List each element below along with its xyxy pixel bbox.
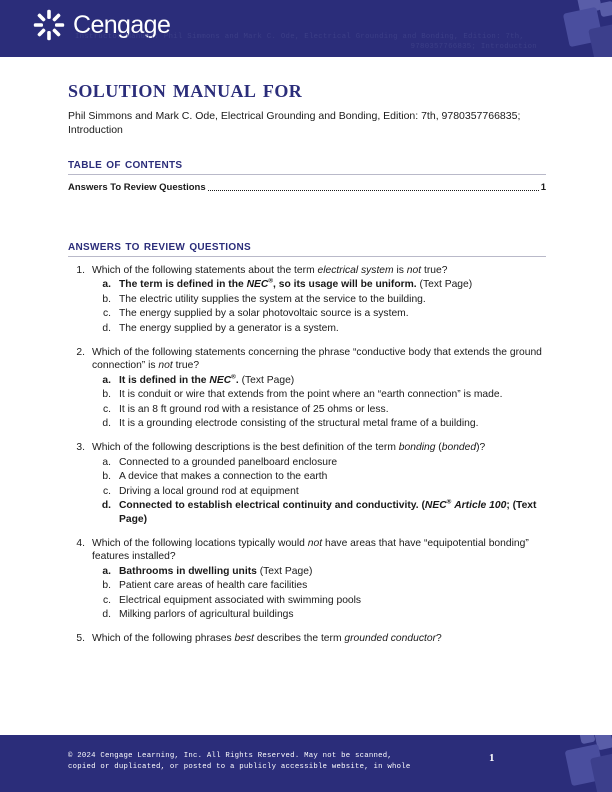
question-list xyxy=(68,264,546,646)
option-text: Electrical equipment associated with swimming pools xyxy=(119,594,362,606)
footer-copyright-line-1: © 2024 Cengage Learning, Inc. All Rights Reserved. May not be scanned, xyxy=(68,752,393,760)
header-running-head xyxy=(75,32,575,52)
option-letter: c. xyxy=(102,594,111,606)
option-text: The energy supplied by a solar photovoltaic source is a system. xyxy=(119,308,409,320)
cengage-wordmark: Cengage xyxy=(73,10,171,39)
option-text: Patient care areas of health care facilities xyxy=(119,580,308,592)
option-letter: c. xyxy=(102,308,111,320)
answers-heading-rule xyxy=(68,256,546,257)
question-number: 2. xyxy=(76,347,85,359)
option-letter: a. xyxy=(102,374,111,386)
option-item[interactable] xyxy=(92,565,546,578)
option-letter: b. xyxy=(102,293,111,305)
option-text: A device that makes a connection to the earth xyxy=(119,471,328,483)
option-item[interactable] xyxy=(92,470,546,483)
option-item[interactable] xyxy=(92,417,546,430)
option-list xyxy=(92,565,546,622)
toc-heading: table of contents xyxy=(68,155,183,171)
question-item xyxy=(68,537,546,621)
option-item[interactable] xyxy=(92,322,546,335)
answers-section-heading: answers to review questions xyxy=(68,237,251,253)
page-number: 1 xyxy=(489,752,495,764)
answers-section xyxy=(68,237,546,646)
option-text: The term is defined in the NEC®, so its usage will be uniform. (Text Page) xyxy=(119,277,473,291)
question-number: 1. xyxy=(76,265,85,276)
cengage-burst-icon xyxy=(33,9,65,41)
option-letter: a. xyxy=(102,565,111,577)
option-text: It is an 8 ft ground rod with a resistance of 25 ohms or less. xyxy=(119,403,389,415)
table-of-contents xyxy=(68,155,546,193)
toc-entry[interactable] xyxy=(68,182,546,193)
option-letter: d. xyxy=(102,608,111,620)
option-text: It is a grounding electrode consisting of the structural metal frame of a building. xyxy=(119,418,479,430)
question-item xyxy=(68,264,546,335)
option-item[interactable] xyxy=(92,456,546,469)
option-item[interactable] xyxy=(92,499,546,526)
question-number: 3. xyxy=(76,442,85,454)
option-item[interactable] xyxy=(92,374,546,387)
footer-corner-decoration xyxy=(540,735,612,792)
option-letter: b. xyxy=(102,389,111,401)
option-letter: d. xyxy=(101,500,111,512)
option-letter: a. xyxy=(102,279,111,291)
toc-entry-label: Answers To Review Questions xyxy=(68,182,206,193)
toc-heading-rule xyxy=(68,174,546,175)
option-letter: d. xyxy=(102,322,111,334)
page-footer-band xyxy=(0,735,612,792)
question-number: 4. xyxy=(76,537,85,549)
option-text: It is conduit or wire that extends from the point where an “earth connection” is made. xyxy=(119,389,503,401)
option-item[interactable] xyxy=(92,307,546,320)
option-letter: b. xyxy=(102,580,111,592)
option-list xyxy=(92,456,546,526)
header-meta-line-2: 9780357766835; Introduction xyxy=(410,43,537,51)
question-text: Which of the following descriptions is the best definition of the term bonding (bonded)? xyxy=(92,442,486,454)
question-text: Which of the following statements about the term electrical system is not true? xyxy=(92,265,448,276)
option-item[interactable] xyxy=(92,293,546,306)
option-item[interactable] xyxy=(92,594,546,607)
option-list xyxy=(92,374,546,431)
toc-dot-leader xyxy=(208,190,539,191)
option-text: Bathrooms in dwelling units (Text Page) xyxy=(119,565,313,577)
option-text: Connected to a grounded panelboard enclosure xyxy=(119,456,338,468)
question-item xyxy=(68,632,546,645)
option-item[interactable] xyxy=(92,485,546,498)
page-title: solution manual for xyxy=(68,76,303,103)
option-item[interactable] xyxy=(92,403,546,416)
option-text: The electric utility supplies the system at the service to the building. xyxy=(119,293,426,305)
page-content xyxy=(0,57,612,735)
question-number: 5. xyxy=(76,633,85,645)
question-item xyxy=(68,346,546,430)
option-text: Connected to establish electrical continuity and conductivity. (NEC® Article 100; (Text Page) xyxy=(119,498,537,525)
header-meta-line-1: Instructor Manual: Phil Simmons and Mark C. Ode, Electrical Grounding and Bonding, Edition: 7th, xyxy=(75,33,525,41)
option-letter: b. xyxy=(102,471,111,483)
option-text: Driving a local ground rod at equipment xyxy=(119,485,299,497)
footer-copyright xyxy=(68,751,468,773)
option-text: Milking parlors of agricultural buildings xyxy=(119,608,294,620)
option-list xyxy=(92,278,546,335)
question-text: Which of the following phrases best describes the term grounded conductor? xyxy=(92,633,442,645)
option-letter: a. xyxy=(102,456,111,468)
footer-copyright-line-2: copied or duplicated, or posted to a publicly accessible website, in whole xyxy=(68,763,411,771)
option-item[interactable] xyxy=(92,388,546,401)
option-text: The energy supplied by a generator is a system. xyxy=(119,322,339,334)
option-item[interactable] xyxy=(92,608,546,621)
option-letter: c. xyxy=(102,485,111,497)
toc-entry-page: 1 xyxy=(540,182,546,193)
question-item xyxy=(68,441,546,525)
page-subtitle: Phil Simmons and Mark C. Ode, Electrical Grounding and Bonding, Edition: 7th, 9780357766835; Introduction xyxy=(68,110,521,136)
page-header-band xyxy=(0,0,612,57)
question-text: Which of the following locations typically would not have areas that have “equipotential bonding” features installed? xyxy=(92,537,529,563)
option-item[interactable] xyxy=(92,579,546,592)
question-text: Which of the following statements concerning the phrase “conductive body that extends the ground connection” is not true? xyxy=(92,347,542,372)
option-letter: d. xyxy=(102,418,111,430)
option-item[interactable] xyxy=(92,278,546,291)
option-text: It is defined in the NEC®. (Text Page) xyxy=(119,373,295,386)
option-letter: c. xyxy=(102,403,111,415)
